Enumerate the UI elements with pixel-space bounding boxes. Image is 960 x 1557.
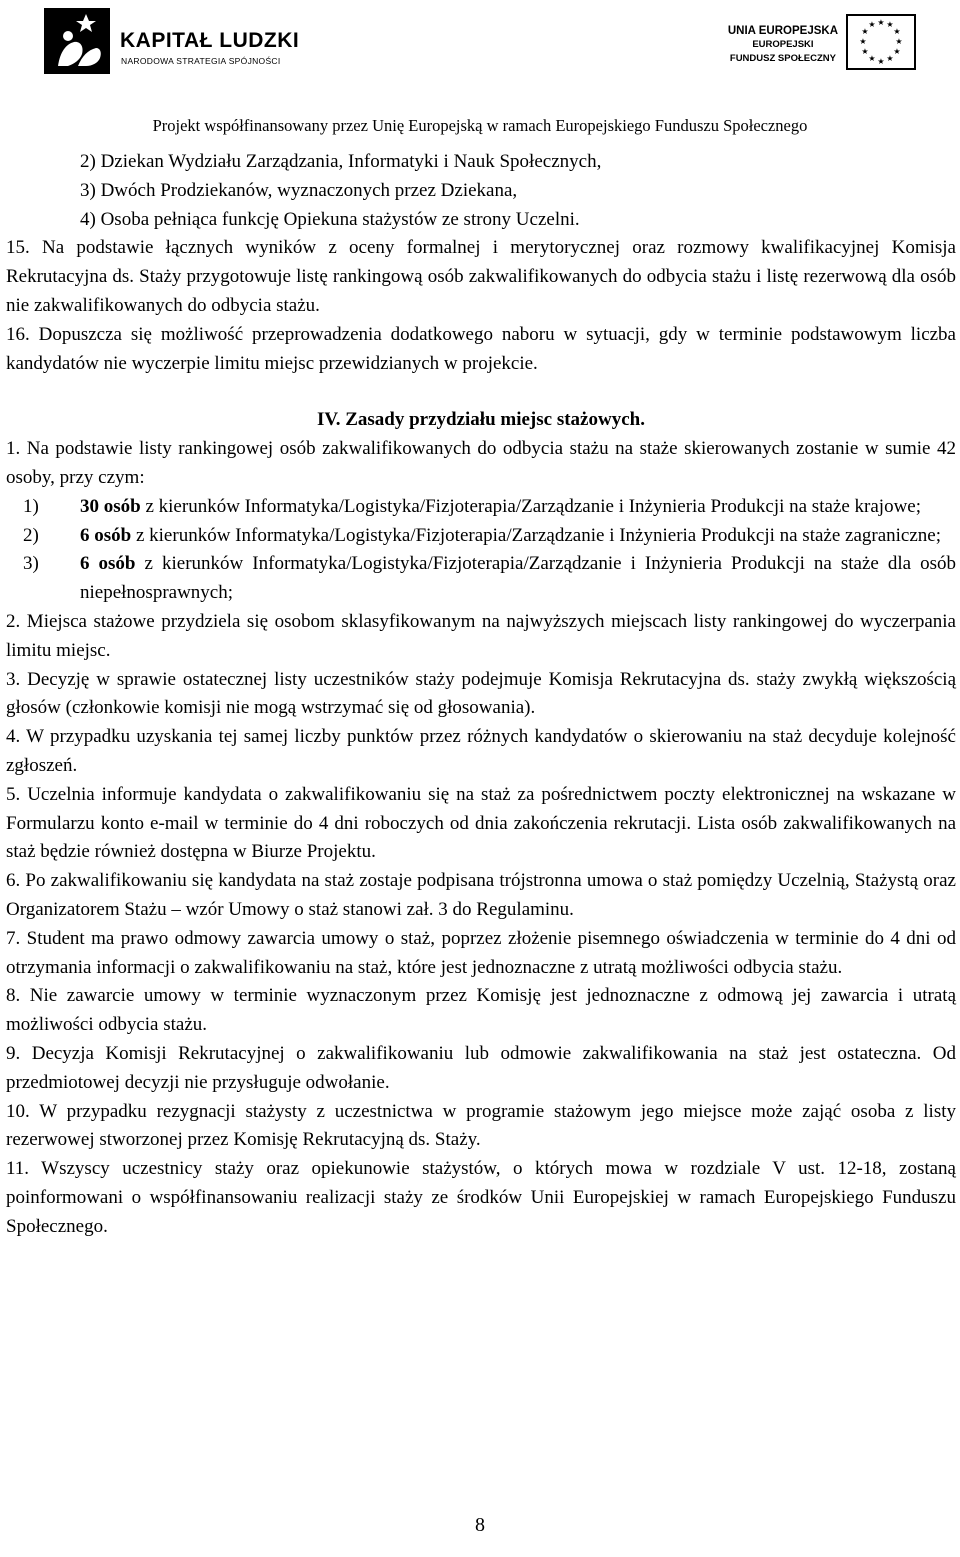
kapital-ludzki-subtitle: NARODOWA STRATEGIA SPÓJNOŚCI xyxy=(121,56,281,66)
section-paragraph-8: 8. Nie zawarcie umowy w terminie wyznaczonym przez Komisję jest jednoznaczne z odmową jej zawarcia i utratą możliwości odbycia stażu. xyxy=(6,985,956,1036)
page-number: 8 xyxy=(475,1514,485,1536)
kapital-ludzki-logo xyxy=(44,8,300,80)
section-paragraph-2: 2. Miejsca stażowe przydziela się osobom sklasyfikowanym na najwyższych miejscach listy rankingowej do wyczerpania limitu miejsc. xyxy=(6,610,956,661)
svg-text:★: ★ xyxy=(859,37,867,46)
section-paragraph-5: 5. Uczelnia informuje kandydata o zakwalifikowaniu się na staż za pośrednictwem poczty elektronicznej na wskazane w Formularzu konto e-mail w terminie do 4 dni roboczych od dnia zakończenia rekrutacji. Lista osób zakwalifikowanych na staż będzie również dostępna w Biurze Projektu. xyxy=(6,783,956,863)
project-cofinancing-line: Projekt współfinansowany przez Unię Europejską w ramach Europejskiego Funduszu Społecznego xyxy=(152,116,808,135)
allocation-item-description: z kierunków Informatyka/Logistyka/Fizjoterapia/Zarządzanie i Inżynieria Produkcji na staże zagraniczne; xyxy=(131,524,942,546)
svg-text:★: ★ xyxy=(893,27,901,36)
section-paragraph-9: 9. Decyzja Komisji Rekrutacyjnej o zakwalifikowaniu lub odmowie zakwalifikowania na staż jest ostateczna. Od przedmiotowej decyzji nie przysługuje odwołanie. xyxy=(6,1042,956,1093)
svg-text:★: ★ xyxy=(886,20,894,29)
section-paragraph-6: 6. Po zakwalifikowaniu się kandydata na staż zostaje podpisana trójstronna umowa o staż pomiędzy Uczelnią, Stażystą oraz Organizatorem Stażu – wzór Umowy o staż stanowi zał. 3 do Regulaminu. xyxy=(6,870,956,920)
kapital-ludzki-emblem-icon xyxy=(44,8,110,74)
list-item-top-4: 4) Osoba pełniąca funkcję Opiekuna stażystów ze strony Uczelni. xyxy=(80,208,580,230)
section-paragraph-1: 1. Na podstawie listy rankingowej osób zakwalifikowanych do odbycia stażu na staże skierowanych zostanie w sumie 42 osoby, przy czym: xyxy=(6,438,956,488)
svg-text:★: ★ xyxy=(868,54,876,63)
allocation-item-number: 3) xyxy=(23,553,39,575)
section-heading: IV. Zasady przydziału miejsc stażowych. xyxy=(317,409,645,431)
document-body xyxy=(6,148,956,1241)
list-item-top-2: 2) Dziekan Wydziału Zarządzania, Informatyki i Nauk Społecznych, xyxy=(80,151,602,172)
eu-logo-line1: UNIA EUROPEJSKA xyxy=(727,25,838,37)
section-paragraph-7: 7. Student ma prawo odmowy zawarcia umowy o staż, poprzez złożenie pisemnego oświadczenia w terminie do 4 dni od otrzymania informacji o zakwalifikowaniu na staż, które jest jednoznaczne z utratą możliwości odbycia stażu. xyxy=(6,927,956,978)
eu-logo-line2: EUROPEJSKI xyxy=(752,39,814,50)
allocation-item-text xyxy=(80,493,956,522)
eu-logo-line3: FUNDUSZ SPOŁECZNY xyxy=(729,53,836,64)
allocation-item-count: 30 osób xyxy=(80,495,141,517)
allocation-item-3 xyxy=(6,550,956,608)
section-paragraph-11: 11. Wszyscy uczestnicy staży oraz opiekunowie stażystów, o których mowa w rozdziale V ust. 12-18, zostaną poinformowani o współfinansowaniu realizacji staży ze środków Unii Europejskiej w ramach Europejskiego Funduszu Społecznego. xyxy=(6,1158,956,1237)
allocation-item-count: 6 osób xyxy=(80,524,132,546)
eu-logo xyxy=(690,8,916,80)
section-paragraph-10: 10. W przypadku rezygnacji stażysty z uczestnictwa w programie stażowym jego miejsce może zająć osoba z listy rezerwowej stworzonej przez Komisję Rekrutacyjną ds. Staży. xyxy=(6,1100,956,1151)
eu-flag-icon xyxy=(846,14,916,70)
svg-text:★: ★ xyxy=(877,57,885,66)
section-paragraph-3: 3. Decyzję w sprawie ostatecznej listy uczestników staży podejmuje Komisja Rekrutacyjna ds. staży zwykłą większością głosów (członkowie komisji nie mogą wstrzymać się od głosowania). xyxy=(6,668,956,719)
svg-text:★: ★ xyxy=(861,47,869,56)
allocation-item-text xyxy=(80,522,956,551)
kapital-ludzki-title: KAPITAŁ LUDZKI xyxy=(120,29,300,52)
list-item-top-3: 3) Dwóch Prodziekanów, wyznaczonych przez Dziekana, xyxy=(80,179,518,201)
svg-text:★: ★ xyxy=(895,37,903,46)
allocation-item-2 xyxy=(6,522,956,551)
allocation-item-number: 1) xyxy=(23,495,39,517)
allocation-item-description: z kierunków Informatyka/Logistyka/Fizjoterapia/Zarządzanie i Inżynieria Produkcji na staże dla osób niepełnosprawnych; xyxy=(80,553,956,604)
svg-text:★: ★ xyxy=(861,27,869,36)
svg-text:★: ★ xyxy=(893,47,901,56)
paragraph-15: 15. Na podstawie łącznych wyników z oceny formalnej i merytorycznej oraz rozmowy kwalifikacyjnej Komisja Rekrutacyjna ds. Staży przygotowuje listę rankingową osób zakwalifikowanych do odbycia stażu i listę rezerwową dla osób nie zakwalifikowanych do odbycia stażu. xyxy=(6,237,956,316)
allocation-item-number: 2) xyxy=(23,524,39,546)
svg-text:★: ★ xyxy=(868,20,876,29)
allocation-item-count: 6 osób xyxy=(80,553,136,575)
page-header xyxy=(0,0,960,140)
paragraph-16: 16. Dopuszcza się możliwość przeprowadzenia dodatkowego naboru w sytuacji, gdy w terminie podstawowym liczba kandydatów nie wyczerpie limitu miejsc przewidzianych w projekcie. xyxy=(6,323,956,374)
section-paragraph-4: 4. W przypadku uzyskania tej samej liczby punktów przez różnych kandydatów o skierowaniu na staż decyduje kolejność zgłoszeń. xyxy=(6,726,956,776)
allocation-item-description: z kierunków Informatyka/Logistyka/Fizjoterapia/Zarządzanie i Inżynieria Produkcji na staże krajowe; xyxy=(140,495,921,517)
svg-text:★: ★ xyxy=(886,54,894,63)
allocation-item-1 xyxy=(6,493,956,522)
eu-logo-text xyxy=(728,24,838,66)
svg-text:★: ★ xyxy=(877,18,885,27)
allocation-item-text xyxy=(80,550,956,608)
